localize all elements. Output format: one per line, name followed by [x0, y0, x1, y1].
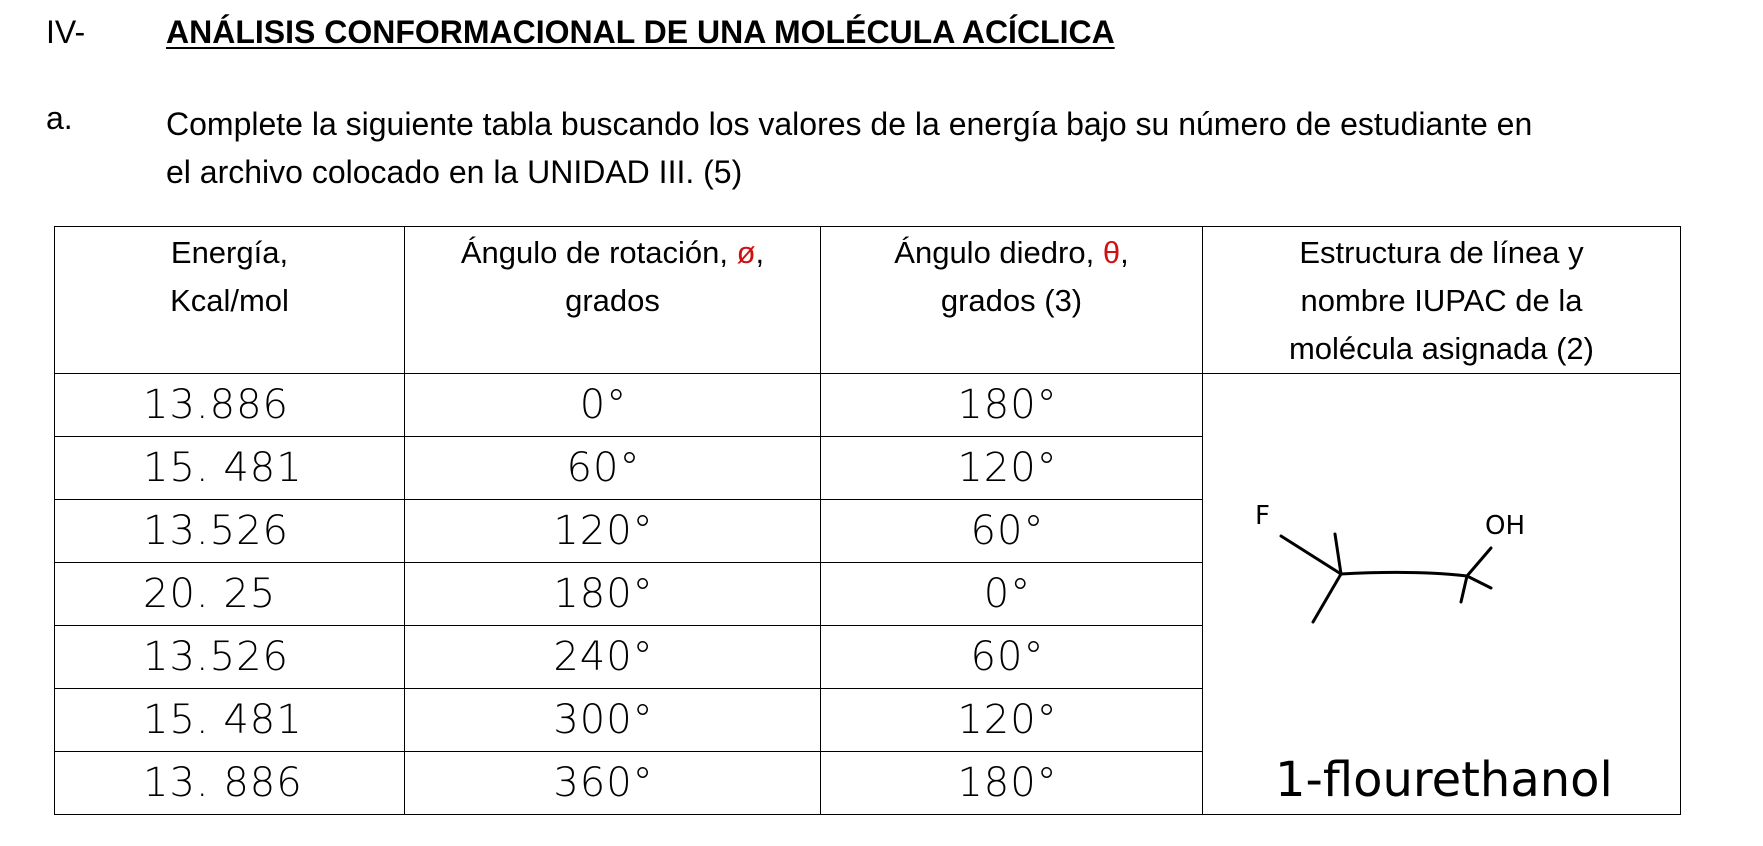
bond-c2-oh — [1467, 548, 1491, 576]
rotation-cell: 300° — [405, 689, 821, 752]
bond-f-to-c1 — [1281, 536, 1341, 574]
item-letter: a. — [46, 100, 73, 136]
energy-cell: 15. 481 — [55, 689, 405, 752]
header-rotation-angle: Ángulo de rotación, ø, grados — [405, 227, 821, 374]
dihedral-cell: 120° — [821, 437, 1203, 500]
header-structure: Estructura de línea y nombre IUPAC de la molécula asignada (2) — [1203, 227, 1681, 374]
dihedral-cell: 180° — [821, 752, 1203, 815]
dihedral-cell: 60° — [821, 500, 1203, 563]
rotation-cell: 180° — [405, 563, 821, 626]
hydroxyl-label: OH — [1485, 511, 1526, 541]
rotation-cell: 0° — [405, 374, 821, 437]
structure-cell — [1203, 374, 1681, 815]
bond-c1-c2 — [1341, 572, 1467, 576]
energy-cell: 13.526 — [55, 626, 405, 689]
header-dihedral-angle: Ángulo diedro, θ, grados (3) — [821, 227, 1203, 374]
instruction-line-1: Complete la siguiente tabla buscando los valores de la energía bajo su número de estudiante en — [166, 106, 1533, 142]
dihedral-cell: 180° — [821, 374, 1203, 437]
rotation-cell: 360° — [405, 752, 821, 815]
energy-cell: 20. 25 — [55, 563, 405, 626]
dihedral-cell: 0° — [821, 563, 1203, 626]
section-title: ANÁLISIS CONFORMACIONAL DE UNA MOLÉCULA ACÍCLICA — [166, 14, 1115, 50]
rotation-cell: 60° — [405, 437, 821, 500]
table-row — [55, 374, 1681, 437]
c1-substituent-down — [1313, 574, 1341, 622]
energy-cell: 13. 886 — [55, 752, 405, 815]
dihedral-cell: 60° — [821, 626, 1203, 689]
c1-substituent-up — [1335, 534, 1341, 574]
conformational-table — [54, 226, 1681, 815]
line-structure-drawing — [1253, 494, 1533, 634]
conformational-table-wrapper — [54, 226, 1681, 815]
energy-cell: 13.886 — [55, 374, 405, 437]
rotation-cell: 120° — [405, 500, 821, 563]
section-number: IV- — [46, 14, 86, 50]
phi-symbol: ø — [736, 235, 756, 270]
rotation-cell: 240° — [405, 626, 821, 689]
instruction-line-2: el archivo colocado en la UNIDAD III. (5) — [166, 154, 743, 190]
iupac-name: 1-flourethanol — [1275, 752, 1613, 808]
fluorine-label: F — [1255, 501, 1270, 531]
energy-cell: 15. 481 — [55, 437, 405, 500]
instruction-text — [166, 100, 1726, 196]
energy-cell: 13.526 — [55, 500, 405, 563]
c2-substituent-right — [1467, 576, 1491, 588]
dihedral-cell: 120° — [821, 689, 1203, 752]
header-energy: Energía, Kcal/mol — [55, 227, 405, 374]
table-header-row — [55, 227, 1681, 374]
c2-substituent-down — [1461, 576, 1467, 602]
theta-symbol: θ — [1102, 235, 1121, 270]
